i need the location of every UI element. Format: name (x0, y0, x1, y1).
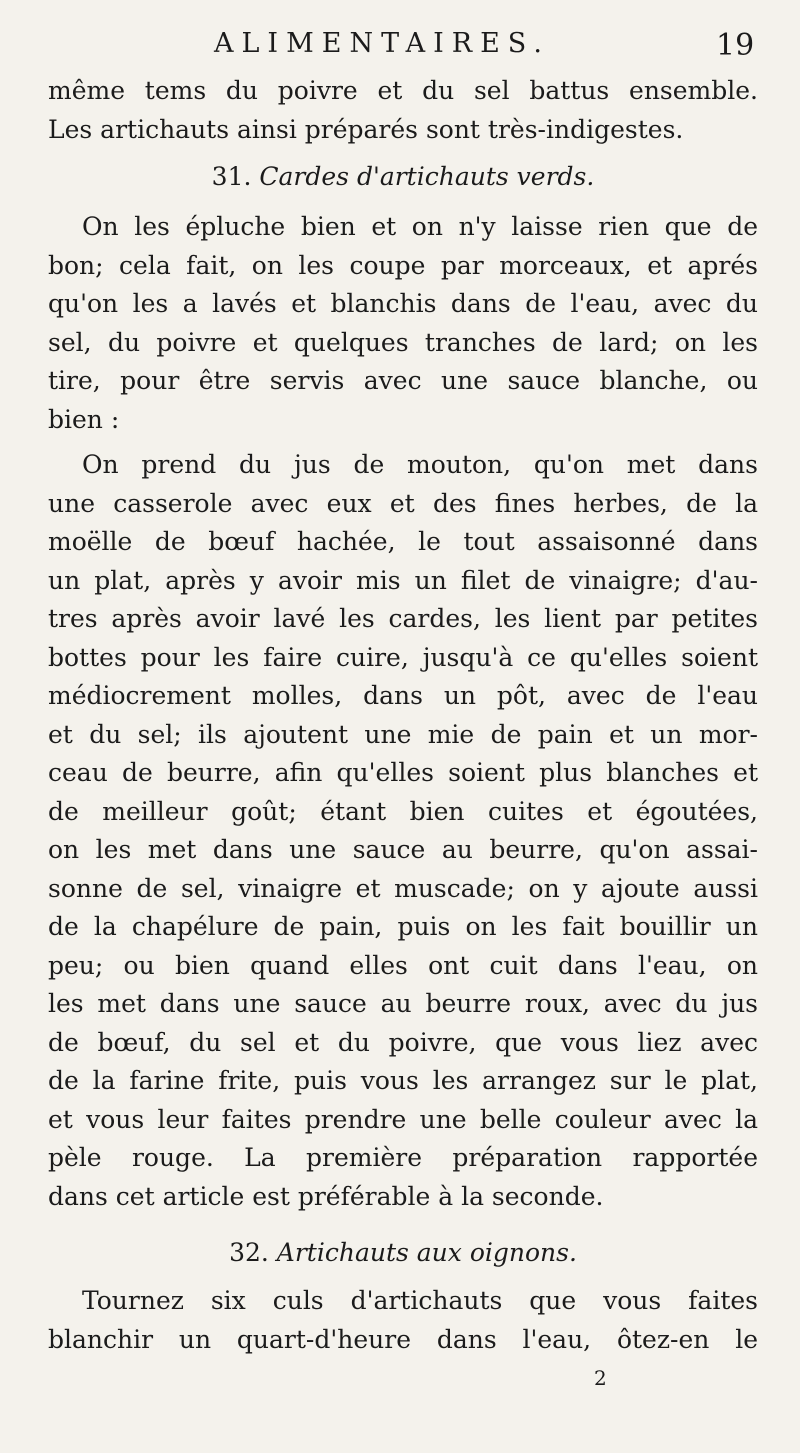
text-line: sonne de sel, vinaigre et muscade; on y ajoute aussi (48, 873, 758, 903)
text-line: de la chapélure de pain, puis on les fait bouillir un (48, 912, 758, 941)
paragraph-2 (48, 446, 758, 1216)
text-line: on les met dans une sauce au beurre, qu'on assai- (48, 835, 758, 864)
text-line: médiocrement molles, dans un pôt, avec de l'eau (48, 681, 758, 710)
text-block-intro (48, 72, 758, 149)
text-line: bottes pour les faire cuire, jusqu'à ce qu'elles soient (48, 642, 758, 672)
text-line: un plat, après y avoir mis un filet de vinaigre; d'au- (48, 565, 758, 595)
text-line: et vous leur faites prendre une belle couleur avec la (48, 1104, 758, 1134)
text-line: pèle rouge. La première préparation rapportée (48, 1143, 758, 1172)
text-line: une casserole avec eux et des fines herbes, de la (48, 488, 758, 518)
page-number: 19 (716, 28, 755, 63)
text-line: Tournez six culs d'artichauts que vous faites (82, 1286, 758, 1315)
text-line: blanchir un quart-d'heure dans l'eau, ôtez-en le (48, 1324, 758, 1354)
section-title: Cardes d'artichauts verds. (259, 162, 595, 191)
text-line: de meilleur goût; étant bien cuites et égoutées, (48, 796, 758, 826)
section-title: Artichauts aux oignons. (276, 1238, 577, 1267)
text-line: de bœuf, du sel et du poivre, que vous liez avec (48, 1027, 758, 1057)
text-line: tres après avoir lavé les cardes, les lient par petites (48, 604, 758, 633)
running-title: ALIMENTAIRES. (214, 28, 550, 59)
text-line: On les épluche bien et on n'y laisse rien que de (82, 212, 758, 241)
section-number: 32. (229, 1238, 269, 1267)
text-line: les met dans une sauce au beurre roux, avec du jus (48, 989, 758, 1018)
text-line: sel, du poivre et quelques tranches de lard; on les (48, 327, 758, 357)
signature-mark: 2 (594, 1366, 607, 1390)
text-line: bon; cela fait, on les coupe par morceaux, et aprés (48, 250, 758, 280)
section-31-heading (48, 154, 758, 200)
paragraph-1 (48, 208, 758, 439)
text-line: On prend du jus de mouton, qu'on met dans (82, 450, 758, 479)
text-line: peu; ou bien quand elles ont cuit dans l'eau, on (48, 950, 758, 980)
text-line: et du sel; ils ajoutent une mie de pain et un mor- (48, 719, 758, 749)
text-line: même tems du poivre et du sel battus ensemble. (48, 76, 758, 105)
text-line: ceau de beurre, afin qu'elles soient plus blanches et (48, 758, 758, 787)
text-line: Les artichauts ainsi préparés sont très-indigestes. (48, 114, 684, 144)
section-number: 31. (211, 162, 252, 191)
text-line: dans cet article est préférable à la seconde. (48, 1181, 604, 1211)
text-line: qu'on les a lavés et blanchis dans de l'eau, avec du (48, 289, 758, 318)
section-32-heading (48, 1230, 758, 1276)
paragraph-3 (48, 1282, 758, 1359)
text-line: tire, pour être servis avec une sauce blanche, ou (48, 366, 758, 395)
text-line: de la farine frite, puis vous les arrangez sur le plat, (48, 1066, 758, 1095)
text-line: bien : (48, 404, 120, 434)
text-line: moëlle de bœuf hachée, le tout assaisonné dans (48, 527, 758, 556)
